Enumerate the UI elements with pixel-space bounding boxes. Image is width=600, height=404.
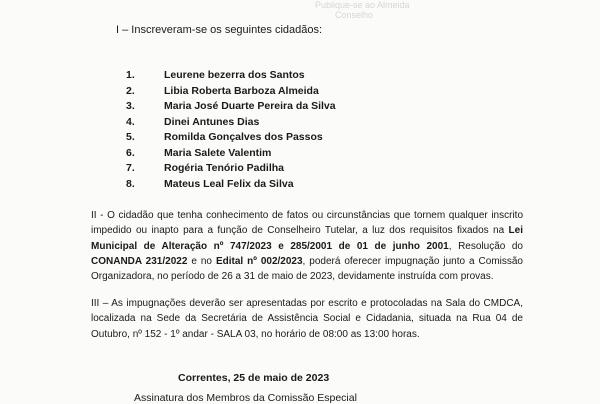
section-3-paragraph: III – As impugnações deverão ser apresentadas por escrito e protocoladas na Sala do CMDCA, localizada na Sede da Secretária de Assistência Social e Cidadania, situada na Rua 04 de Outubro, nº 152 - 1º andar - SALA 03, no horário de 08:00 as 13:00 horas. <box>91 298 523 340</box>
intro-heading: I – Inscreveram-se os seguintes cidadãos: <box>116 24 323 36</box>
candidate-item <box>126 177 336 193</box>
candidate-item <box>126 115 336 131</box>
candidate-number: 1. <box>126 69 135 81</box>
candidate-item <box>126 146 336 162</box>
candidate-name: Dinei Antunes Dias <box>164 115 260 128</box>
candidate-number: 8. <box>126 177 135 190</box>
candidate-name: Libia Roberta Barboza Almeida <box>164 84 319 97</box>
candidate-item <box>126 84 336 100</box>
bleed-line-2: Conselho <box>335 10 374 20</box>
candidate-number: 2. <box>126 84 135 97</box>
section-2-paragraph <box>91 208 523 284</box>
bleed-line-1: Publique-se ao Almeida <box>315 0 410 10</box>
candidate-name: Mateus Leal Felix da Silva <box>164 177 294 190</box>
section-2-text-a: II - O cidadão que tenha conhecimento de fatos ou circunstâncias que tornem qualquer inscrito impedido ou inapto para a função de Conselheiro Tutelar, a luz dos requisitos fixados na <box>91 210 523 237</box>
candidate-list <box>126 68 336 192</box>
law-reference: Lei Municipal de Alteração nº 747/2023 e 285/2001 de 01 de junho 2001 <box>91 225 523 252</box>
candidate-name: Maria José Duarte Pereira da Silva <box>164 100 336 112</box>
date-line: Correntes, 25 de maio de 2023 <box>178 372 330 384</box>
section-2-text-c: e no <box>187 255 216 267</box>
candidate-number: 5. <box>126 131 135 143</box>
candidate-item <box>126 161 336 177</box>
edital-reference: Edital nº 002/2023 <box>215 255 303 267</box>
section-2-text-d: , poderá oferecer impugnação junto a Comissão Organizadora, no período de 26 a 31 de maio de 2023, devidamente instruída com provas. <box>91 255 523 283</box>
conanda-reference: CONANDA 231/2022 <box>91 255 188 267</box>
candidate-number: 7. <box>126 162 135 174</box>
signature-line: Assinatura dos Membros da Comissão Especial <box>134 392 357 404</box>
candidate-name: Rogéria Tenório Padilha <box>164 162 284 174</box>
candidate-name: Maria Salete Valentim <box>164 146 272 159</box>
candidate-item <box>126 68 336 84</box>
candidate-item <box>126 99 336 115</box>
candidate-name: Romilda Gonçalves dos Passos <box>164 131 323 143</box>
candidate-name: Leurene bezerra dos Santos <box>164 69 305 81</box>
candidate-item <box>126 130 336 146</box>
candidate-number: 4. <box>126 115 135 128</box>
section-2-text-b: , Resolução do <box>448 240 523 252</box>
candidate-number: 3. <box>126 100 135 112</box>
candidate-number: 6. <box>126 146 135 159</box>
